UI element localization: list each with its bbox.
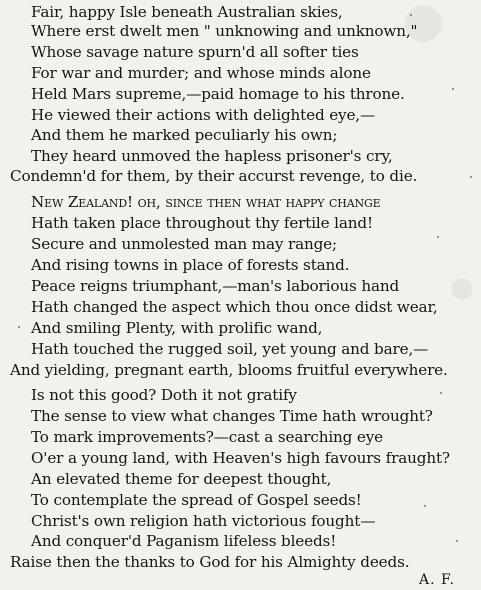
poem-line-21: To mark improvements?—cast a searching eye: [31, 428, 384, 446]
poem-line-12: Secure and unmolested man may range;: [31, 235, 337, 253]
poem-line-18: And yielding, pregnant earth, blooms fruitful everywhere.: [10, 361, 448, 379]
poem-line-2: Where erst dwelt men " unknowing and unknown,": [31, 22, 418, 40]
poem-line-9: Condemn'd for them, by their accurst revenge, to die.: [10, 167, 418, 185]
print-speck: [452, 88, 454, 90]
poem-line-6: He viewed their actions with delighted eye,—: [31, 106, 376, 124]
print-speck: [440, 392, 442, 394]
poem-line-7: And them he marked peculiarly his own;: [31, 126, 338, 144]
poem-line-22: O'er a young land, with Heaven's high favours fraught?: [31, 449, 450, 467]
poem-line-10: New Zealand! oh, since then what happy change: [31, 193, 381, 211]
print-speck: [424, 505, 426, 507]
author-signature: A. F.: [419, 572, 455, 588]
poem-line-14: Peace reigns triumphant,—man's laborious hand: [31, 277, 400, 295]
poem-line-1: Fair, happy Isle beneath Australian skies,: [31, 3, 343, 21]
print-speck: [18, 326, 20, 328]
poem-line-25: Christ's own religion hath victorious fought—: [31, 512, 376, 530]
poem-line-4: For war and murder; and whose minds alone: [31, 64, 371, 82]
poem-line-11: Hath taken place throughout thy fertile land!: [31, 214, 373, 232]
print-speck: [456, 540, 458, 542]
poem-line-19: Is not this good? Doth it not gratify: [31, 386, 297, 404]
poem-line-15: Hath changed the aspect which thou once didst wear,: [31, 298, 438, 316]
poem-line-17: Hath touched the rugged soil, yet young and bare,—: [31, 340, 429, 358]
poem-line-26: And conquer'd Paganism lifeless bleeds!: [31, 532, 337, 550]
poem-line-16: And smiling Plenty, with prolific wand,: [31, 319, 323, 337]
poem-line-27: Raise then the thanks to God for his Almighty deeds.: [10, 553, 410, 571]
print-speck: [470, 176, 472, 178]
poem-line-3: Whose savage nature spurn'd all softer ties: [31, 43, 359, 61]
poem-line-5: Held Mars supreme,—paid homage to his throne.: [31, 85, 405, 103]
print-speck: [410, 14, 412, 16]
poem-line-23: An elevated theme for deepest thought,: [31, 470, 332, 488]
poem-line-8: They heard unmoved the hapless prisoner's cry,: [31, 147, 393, 165]
poem-line-20: The sense to view what changes Time hath wrought?: [31, 407, 433, 425]
poem-line-13: And rising towns in place of forests stand.: [31, 256, 350, 274]
print-speck: [437, 236, 439, 238]
poem-line-24: To contemplate the spread of Gospel seeds!: [31, 491, 362, 509]
